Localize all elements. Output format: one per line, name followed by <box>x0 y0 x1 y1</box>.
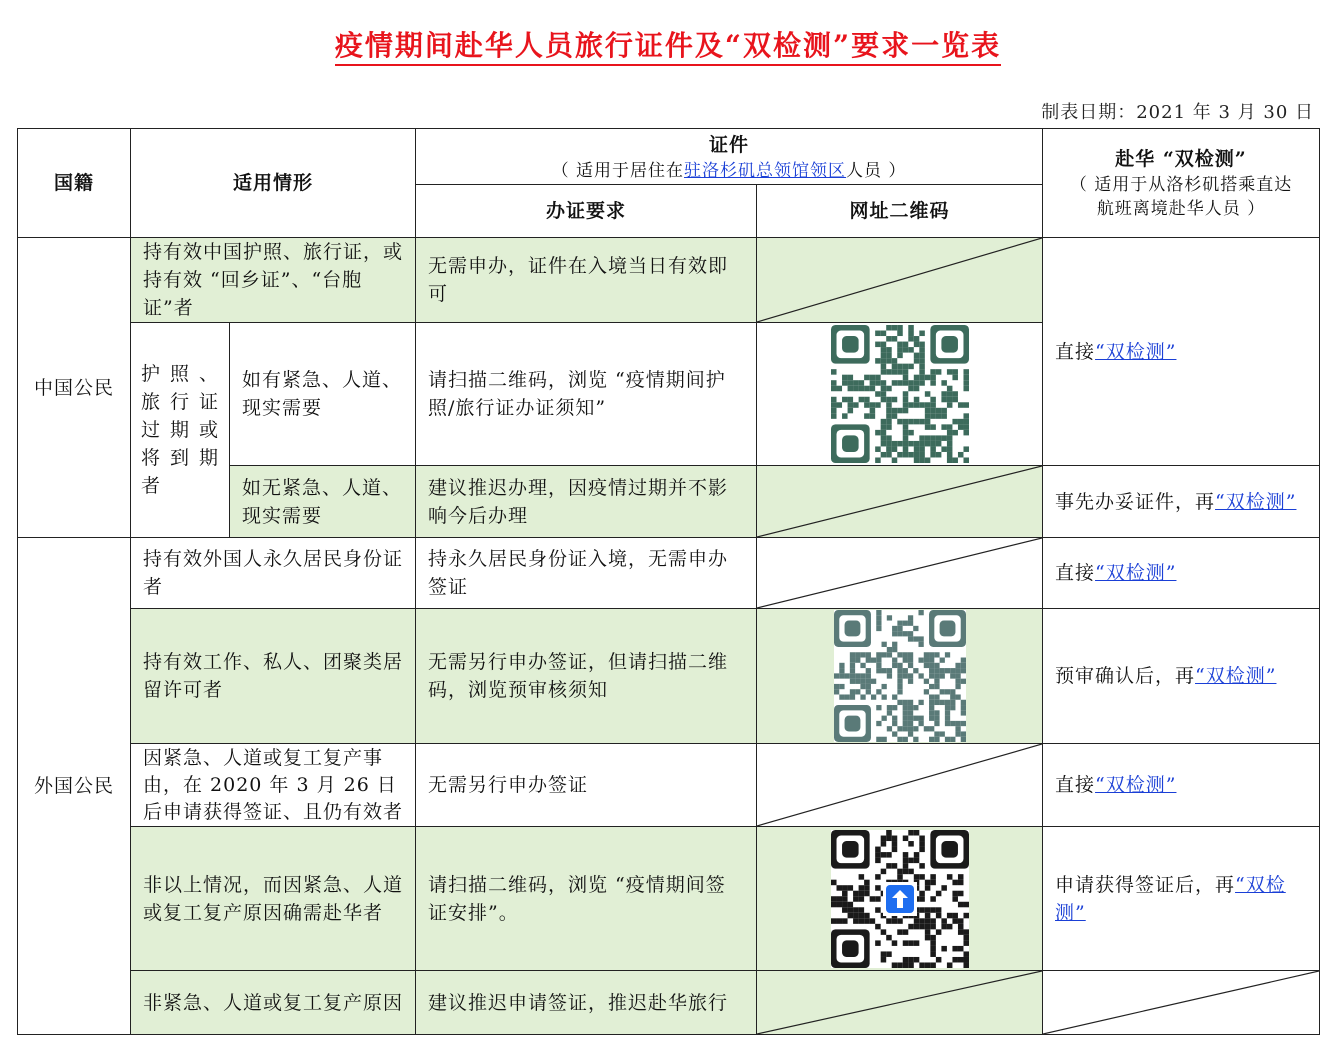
situation-fr-non-urgent: 非紧急、人道或复工复产原因 <box>131 971 416 1035</box>
requirements-table <box>17 128 1320 1035</box>
qr-code-icon[interactable] <box>831 325 969 463</box>
qr-preview-guide[interactable] <box>757 609 1043 744</box>
double-test-link-1[interactable]: “双检测” <box>1095 340 1177 363</box>
test-cn-urgent: 直接“双检测” <box>1043 238 1320 466</box>
test-cn-non-urgent: 事先办妥证件，再“双检测” <box>1043 466 1320 538</box>
situation-fr-emergency-visa: 因紧急、人道或复工复产事由，在 2020 年 3 月 26 日后申请获得签证、且仍有效者 <box>131 744 416 827</box>
nationality-foreign: 外国公民 <box>18 538 131 1035</box>
qr-empty-fr-emergency-visa <box>757 744 1043 827</box>
header-situation: 适用情形 <box>131 129 416 238</box>
situation-cn-urgent: 如有紧急、人道、现实需要 <box>230 323 416 466</box>
situation-cn-valid: 持有效中国护照、旅行证，或持有效 “回乡证”、“台胞证”者 <box>131 238 416 323</box>
qr-code-icon[interactable] <box>831 830 969 968</box>
qr-empty-fr-permanent <box>757 538 1043 609</box>
header-nationality: 国籍 <box>18 129 131 238</box>
header-documents-title: 证件 <box>709 133 750 156</box>
qr-empty-cn-non-urgent <box>757 466 1043 538</box>
qr-empty-cn-valid <box>757 238 1043 323</box>
situation-cn-expiring: 护照、旅行证过期或将到期者 <box>131 323 230 538</box>
nationality-chinese: 中国公民 <box>18 238 131 538</box>
header-double-test-title: 赴华 “双检测” <box>1115 148 1247 170</box>
situation-fr-residence: 持有效工作、私人、团聚类居留许可者 <box>131 609 416 744</box>
qr-visa-guide[interactable] <box>757 827 1043 971</box>
requirement-fr-residence: 无需另行申办签证，但请扫描二维码，浏览预审核须知 <box>416 609 757 744</box>
situation-cn-non-urgent: 如无紧急、人道、现实需要 <box>230 466 416 538</box>
header-qr: 网址二维码 <box>757 185 1043 238</box>
test-empty-fr-non-urgent <box>1043 971 1320 1035</box>
qr-code-icon[interactable] <box>834 610 966 742</box>
page-title: 疫情期间赴华人员旅行证件及“双检测”要求一览表 <box>0 24 1336 64</box>
double-test-link-2[interactable]: “双检测” <box>1215 490 1297 513</box>
requirement-fr-non-urgent: 建议推迟申请签证，推迟赴华旅行 <box>416 971 757 1035</box>
table-date: 制表日期：2021 年 3 月 30 日 <box>1041 102 1314 123</box>
header-double-test-sub: （ 适用于从洛杉矶搭乘直达航班离境赴华人员 ） <box>1069 175 1293 219</box>
situation-fr-other-urgent: 非以上情况，而因紧急、人道或复工复产原因确需赴华者 <box>131 827 416 971</box>
requirement-fr-permanent: 持永久居民身份证入境，无需申办签证 <box>416 538 757 609</box>
double-test-link-4[interactable]: “双检测” <box>1195 665 1277 687</box>
test-fr-emergency-visa: 直接“双检测” <box>1043 744 1320 827</box>
situation-fr-permanent: 持有效外国人永久居民身份证者 <box>131 538 416 609</box>
requirement-fr-emergency-visa: 无需另行申办签证 <box>416 744 757 827</box>
header-documents-sub: （ 适用于居住在驻洛杉矶总领馆领区人员 ） <box>551 160 907 181</box>
requirement-cn-valid: 无需申办，证件在入境当日有效即可 <box>416 238 757 323</box>
requirement-fr-other-urgent: 请扫描二维码，浏览 “疫情期间签证安排”。 <box>416 827 757 971</box>
double-test-link-6[interactable]: “双检测” <box>1055 873 1286 924</box>
double-test-link-3[interactable]: “双检测” <box>1095 562 1177 584</box>
qr-empty-fr-non-urgent <box>757 971 1043 1035</box>
qr-passport-guide[interactable] <box>757 323 1043 466</box>
header-documents <box>416 129 1043 185</box>
header-requirements: 办证要求 <box>416 185 757 238</box>
requirement-cn-non-urgent: 建议推迟办理，因疫情过期并不影响今后办理 <box>416 466 757 538</box>
test-fr-other-urgent: 申请获得签证后，再“双检测” <box>1043 827 1320 971</box>
test-fr-permanent: 直接“双检测” <box>1043 538 1320 609</box>
requirement-cn-urgent: 请扫描二维码，浏览 “疫情期间护照/旅行证办证须知” <box>416 323 757 466</box>
test-fr-residence: 预审确认后，再“双检测” <box>1043 609 1320 744</box>
header-double-test <box>1043 129 1320 238</box>
double-test-link-5[interactable]: “双检测” <box>1095 774 1177 796</box>
consulate-district-link[interactable]: 驻洛杉矶总领馆领区 <box>684 160 847 181</box>
